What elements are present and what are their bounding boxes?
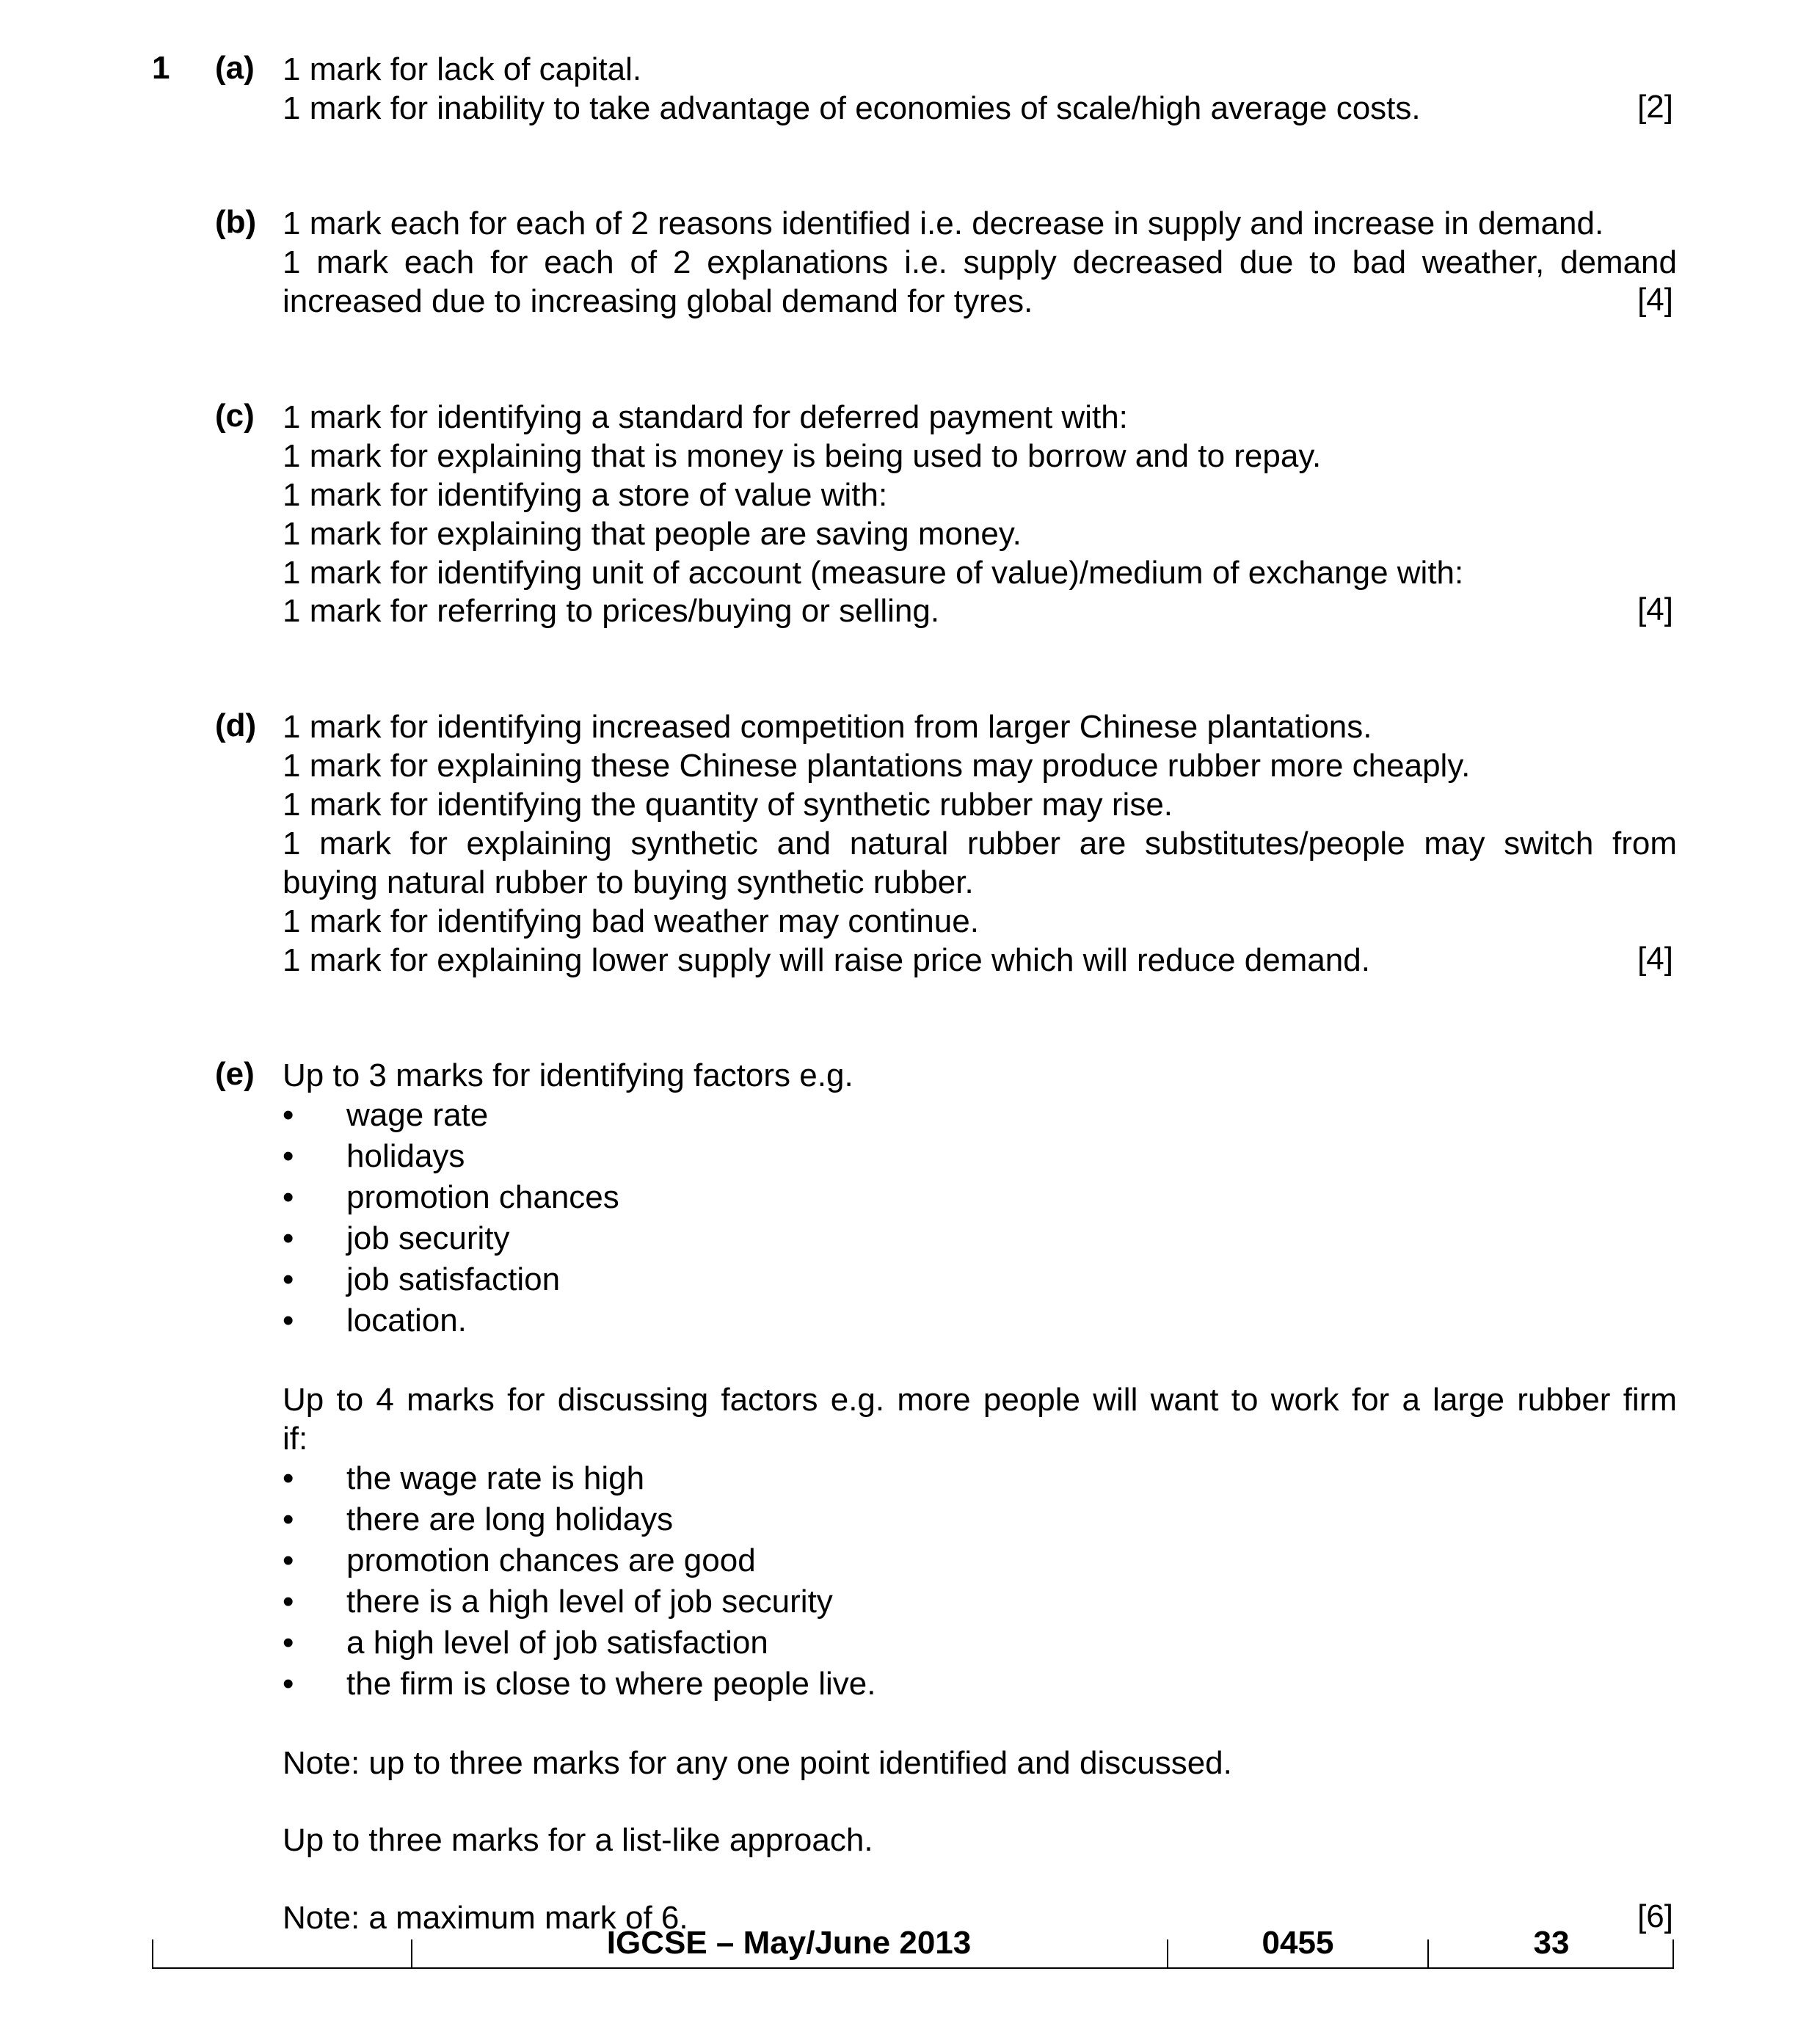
part-d-line-1: 1 mark for identifying increased competition from larger Chinese plantations. — [283, 709, 1372, 745]
footer-rule — [152, 1967, 1674, 1969]
part-a-mark: [2] — [1637, 89, 1673, 125]
part-d-label: (d) — [215, 707, 257, 743]
bullet-glyph: • — [283, 1303, 294, 1338]
part-c-label: (c) — [215, 398, 255, 434]
part-e-note-2: Up to three marks for a list-like approach. — [283, 1822, 873, 1858]
part-d-line-3: 1 mark for identifying the quantity of synthetic rubber may rise. — [283, 787, 1173, 823]
footer-exam: IGCSE – May/June 2013 — [606, 1925, 972, 1961]
part-d-line-4: 1 mark for explaining synthetic and natural rubber are substitutes/people may switch from — [283, 826, 1677, 862]
part-a-line-2: 1 mark for inability to take advantage of economies of scale/high average costs. — [283, 90, 1421, 126]
footer-divider — [1427, 1939, 1429, 1967]
factor-item: location. — [346, 1303, 467, 1338]
part-e-intro: Up to 3 marks for identifying factors e.g. — [283, 1057, 853, 1093]
factor-item: job satisfaction — [346, 1261, 561, 1297]
discuss-item: there are long holidays — [346, 1501, 674, 1537]
discuss-item: the firm is close to where people live. — [346, 1666, 876, 1702]
bullet-glyph: • — [283, 1666, 294, 1702]
bullet-glyph: • — [283, 1584, 294, 1620]
question-number: 1 — [152, 50, 170, 86]
footer-divider — [411, 1939, 412, 1967]
footer-divider — [1672, 1939, 1674, 1967]
part-d-line-5: buying natural rubber to buying synthetic rubber. — [283, 864, 974, 900]
part-d-line-6: 1 mark for identifying bad weather may continue. — [283, 903, 979, 939]
discuss-item: promotion chances are good — [346, 1542, 756, 1578]
discuss-item: there is a high level of job security — [346, 1584, 833, 1620]
part-b-line-1: 1 mark each for each of 2 reasons identified i.e. decrease in supply and increase in demand. — [283, 205, 1604, 241]
part-c-line-3: 1 mark for identifying a store of value with: — [283, 477, 888, 513]
footer-paper: 33 — [1533, 1925, 1570, 1961]
bullet-glyph: • — [283, 1220, 294, 1256]
part-e-mark: [6] — [1637, 1898, 1673, 1934]
discuss-item: the wage rate is high — [346, 1460, 645, 1496]
part-d-line-7: 1 mark for explaining lower supply will raise price which will reduce demand. — [283, 942, 1370, 978]
part-a-label: (a) — [215, 50, 255, 86]
bullet-glyph: • — [283, 1261, 294, 1297]
bullet-glyph: • — [283, 1501, 294, 1537]
part-b-line-2: 1 mark each for each of 2 explanations i.e. supply decreased due to bad weather, demand — [283, 244, 1677, 280]
part-c-mark: [4] — [1637, 591, 1673, 627]
factor-item: promotion chances — [346, 1179, 619, 1215]
factor-item: holidays — [346, 1138, 465, 1174]
bullet-glyph: • — [283, 1625, 294, 1661]
bullet-glyph: • — [283, 1138, 294, 1174]
part-e-label: (e) — [215, 1056, 255, 1092]
factor-item: wage rate — [346, 1097, 489, 1133]
part-b-line-3: increased due to increasing global demand for tyres. — [283, 283, 1033, 319]
footer-divider — [152, 1939, 153, 1967]
part-a-line-1: 1 mark for lack of capital. — [283, 51, 642, 87]
footer-divider — [1167, 1939, 1168, 1967]
part-e-discuss-intro-1: Up to 4 marks for discussing factors e.g. more people will want to work for a large rubber firm — [283, 1382, 1677, 1418]
bullet-glyph: • — [283, 1097, 294, 1133]
part-e-note-3: Note: a maximum mark of 6. — [283, 1900, 688, 1936]
part-c-line-5: 1 mark for identifying unit of account (measure of value)/medium of exchange with: — [283, 555, 1464, 591]
part-e-discuss-intro-2: if: — [283, 1421, 308, 1457]
part-b-mark: [4] — [1637, 282, 1673, 318]
part-e-note-1: Note: up to three marks for any one point identified and discussed. — [283, 1745, 1232, 1781]
bullet-glyph: • — [283, 1179, 294, 1215]
part-c-line-6: 1 mark for referring to prices/buying or selling. — [283, 593, 940, 629]
part-d-line-2: 1 mark for explaining these Chinese plantations may produce rubber more cheaply. — [283, 748, 1471, 784]
part-d-mark: [4] — [1637, 941, 1673, 977]
factor-item: job security — [346, 1220, 510, 1256]
part-c-line-2: 1 mark for explaining that is money is being used to borrow and to repay. — [283, 438, 1322, 474]
bullet-glyph: • — [283, 1460, 294, 1496]
part-c-line-4: 1 mark for explaining that people are saving money. — [283, 516, 1022, 552]
bullet-glyph: • — [283, 1542, 294, 1578]
footer-syllabus: 0455 — [1262, 1925, 1334, 1961]
part-c-line-1: 1 mark for identifying a standard for deferred payment with: — [283, 399, 1128, 435]
discuss-item: a high level of job satisfaction — [346, 1625, 768, 1661]
part-b-label: (b) — [215, 204, 257, 240]
